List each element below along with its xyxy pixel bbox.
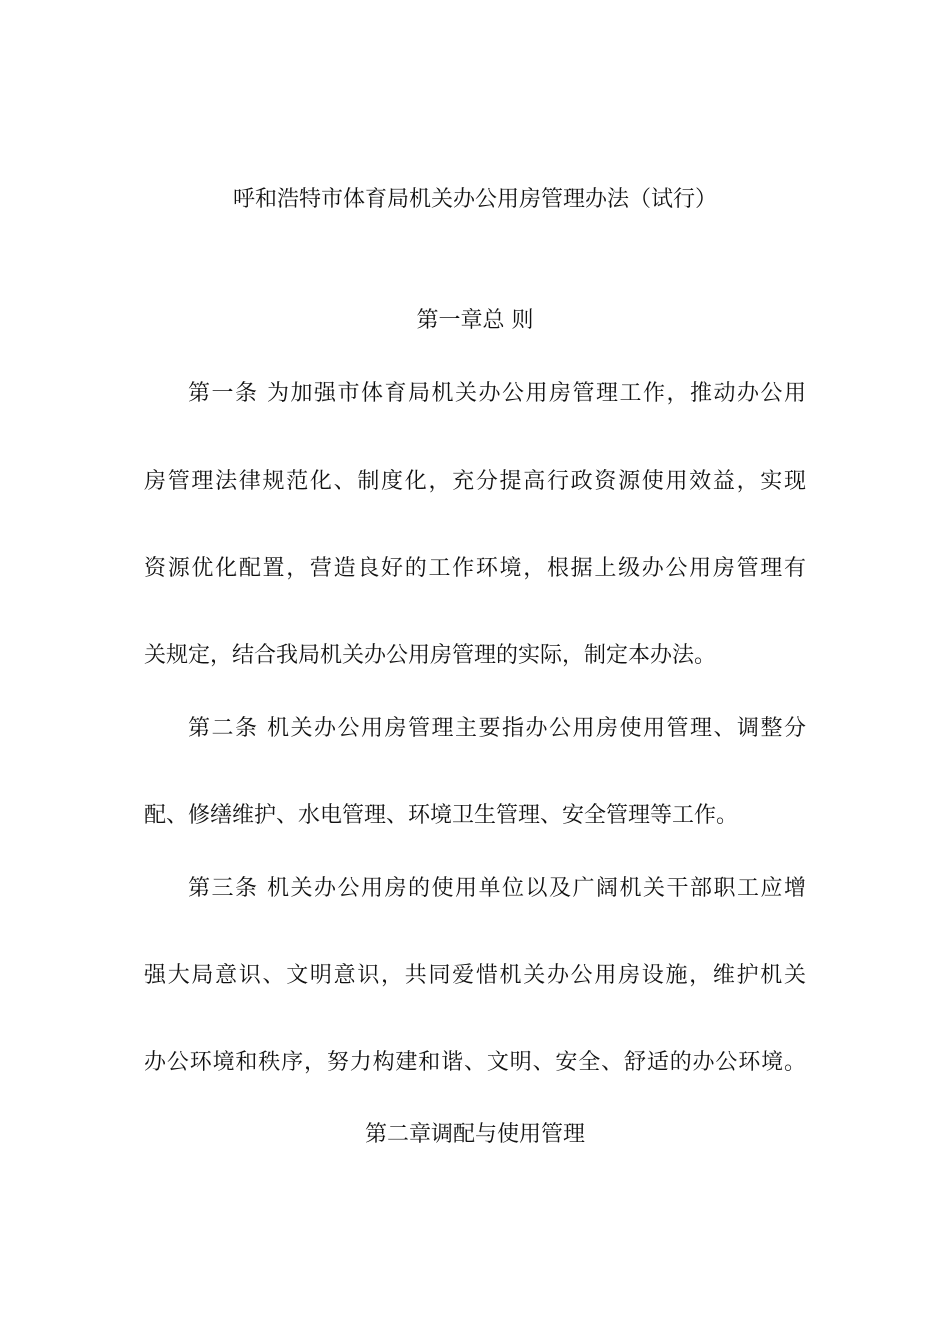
- article-3-line-2: 强大局意识、文明意识，共同爱惜机关办公用房设施，维护机关: [144, 963, 806, 988]
- article-3-line-1: 第三条 机关办公用房的使用单位以及广阔机关干部职工应增: [188, 876, 806, 901]
- chapter-1-heading: 第一章总 则: [416, 308, 534, 333]
- chapter-2-heading: 第二章调配与使用管理: [364, 1122, 585, 1147]
- article-1-line-2: 房管理法律规范化、制度化，充分提高行政资源使用效益，实现: [144, 469, 806, 494]
- article-3-line-3: 办公环境和秩序，努力构建和谐、文明、安全、舒适的办公环境。: [144, 1050, 806, 1075]
- article-1-line-4: 关规定，结合我局机关办公用房管理的实际，制定本办法。: [144, 643, 717, 668]
- article-2-line-1: 第二条 机关办公用房管理主要指办公用房使用管理、调整分: [188, 716, 806, 741]
- article-1-line-1: 第一条 为加强市体育局机关办公用房管理工作，推动办公用: [188, 381, 806, 406]
- article-2-line-2: 配、修缮维护、水电管理、环境卫生管理、安全管理等工作。: [144, 803, 739, 828]
- document-title: 呼和浩特市体育局机关办公用房管理办法（试行）: [232, 187, 717, 212]
- article-1-line-3: 资源优化配置，营造良好的工作环境，根据上级办公用房管理有: [144, 556, 806, 581]
